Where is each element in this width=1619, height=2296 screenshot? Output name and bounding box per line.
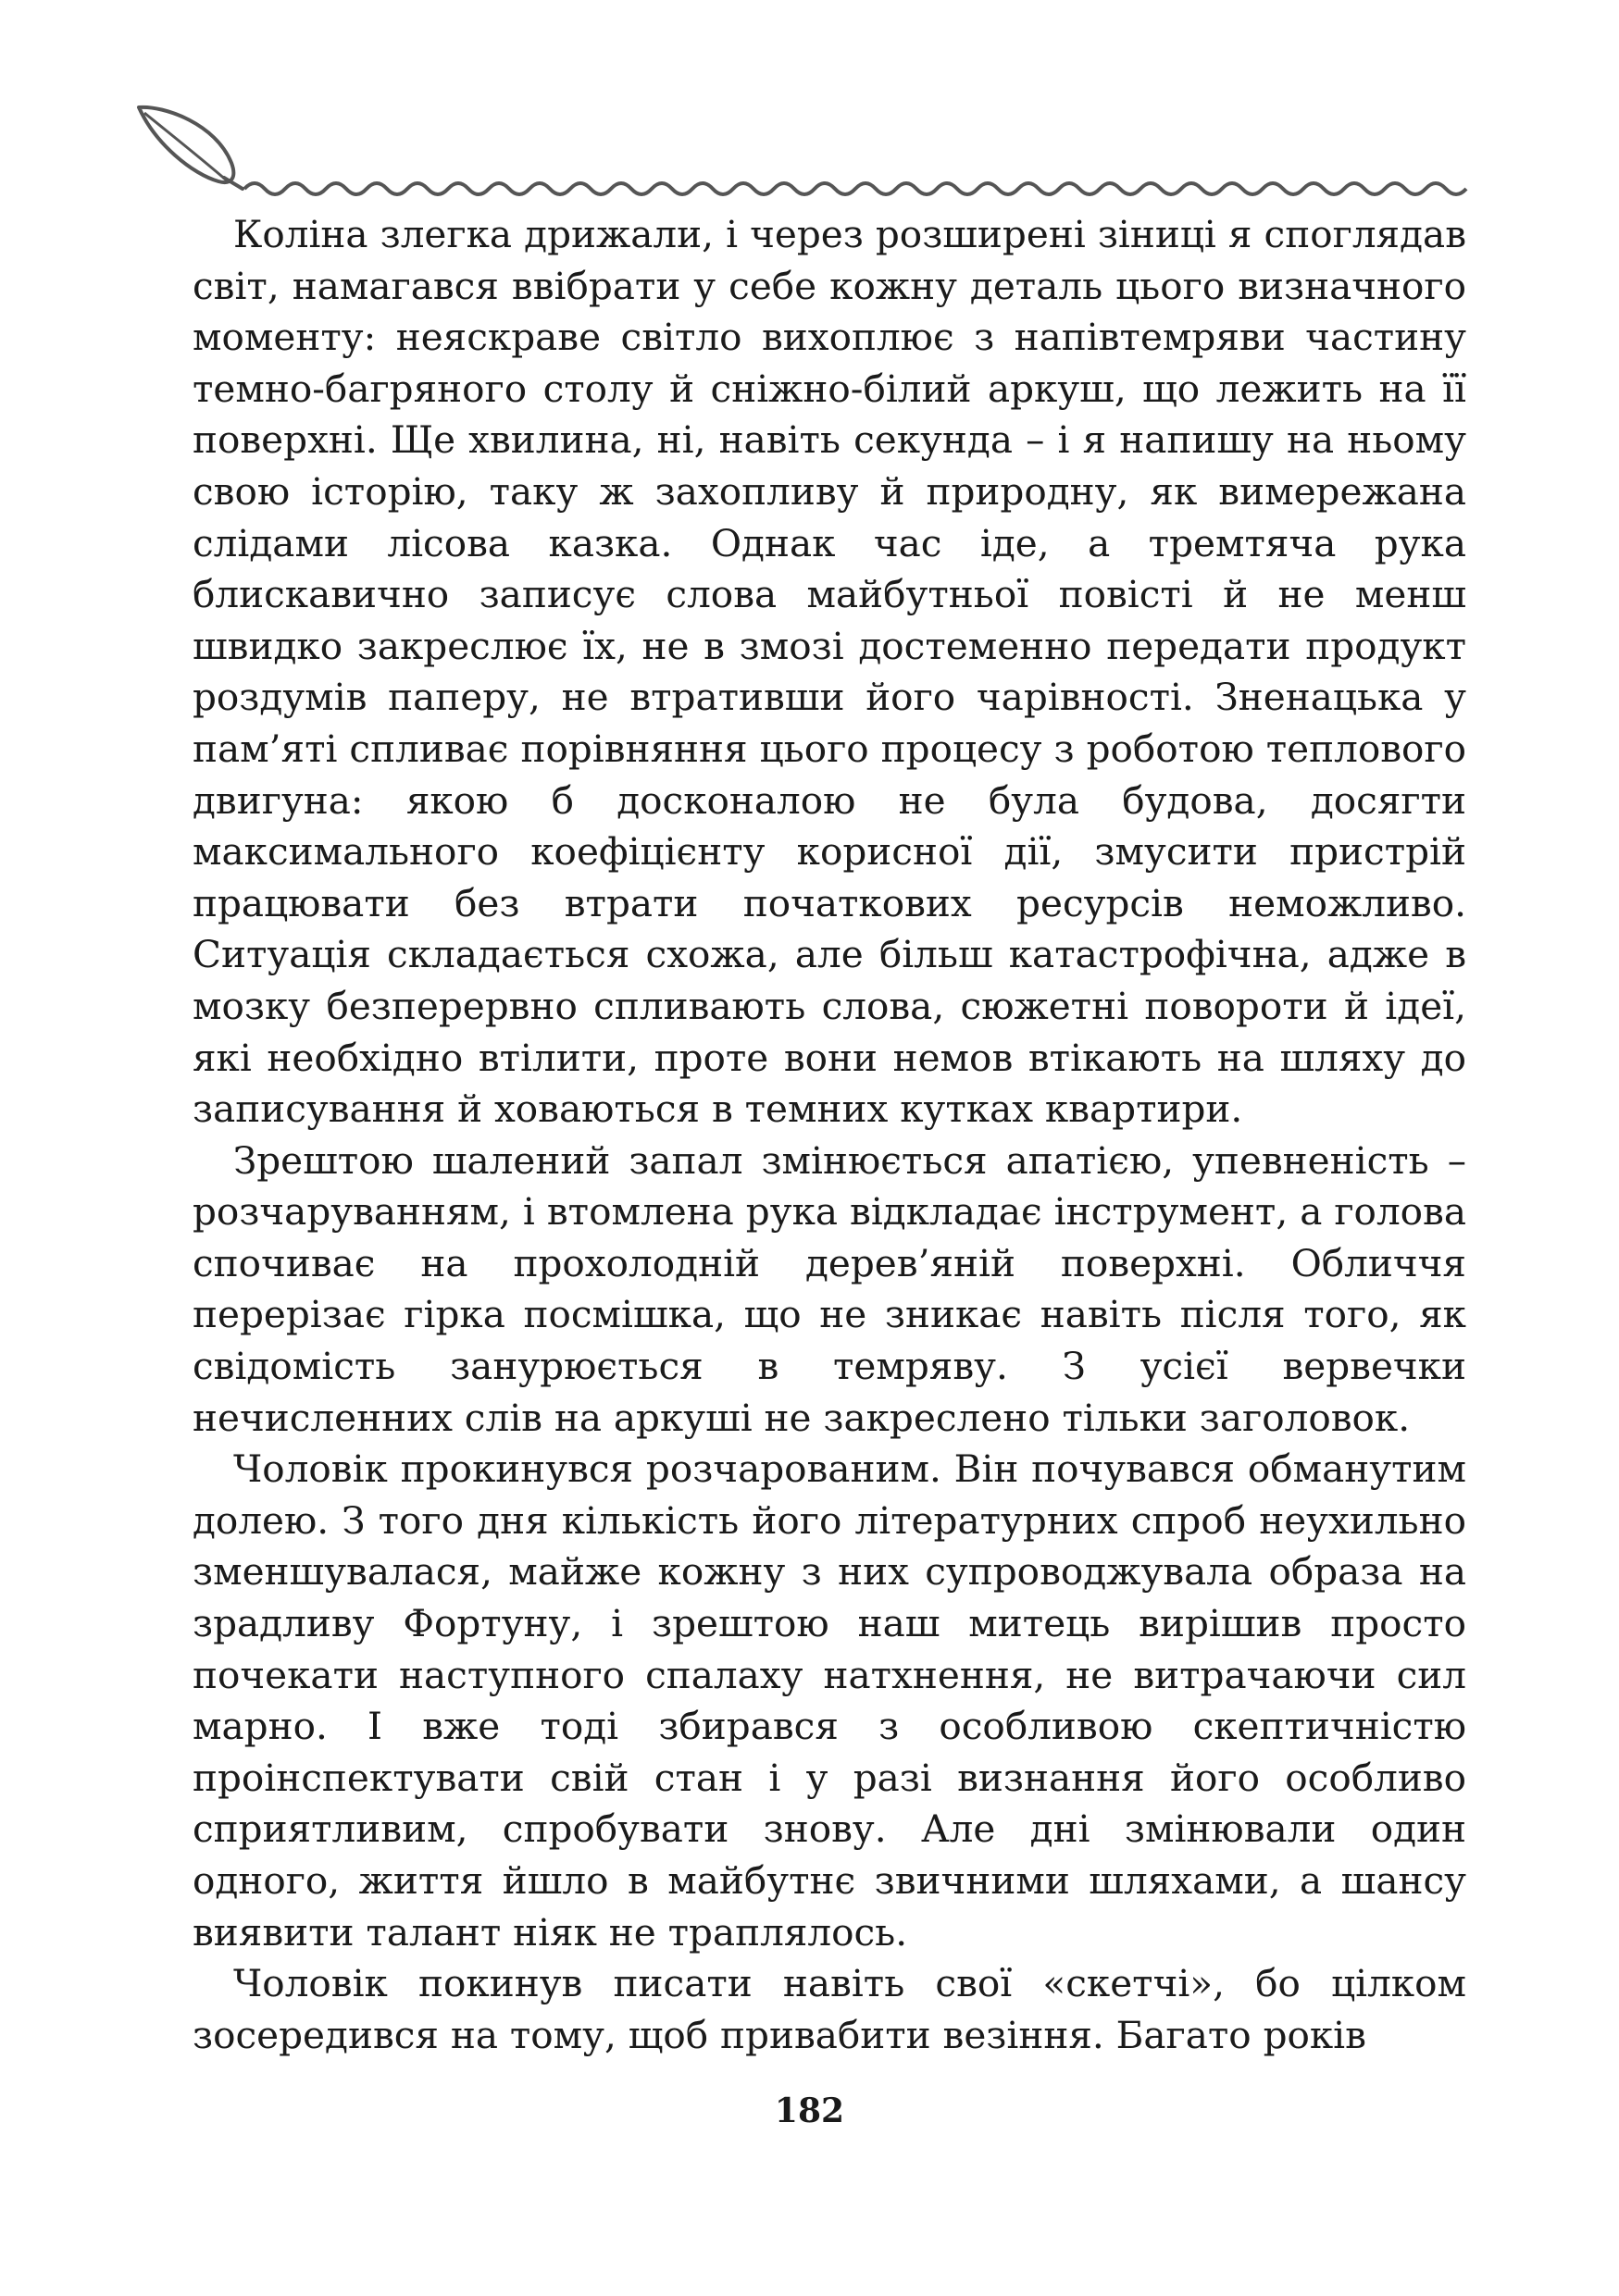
page-number: 182: [774, 2091, 845, 2130]
paragraph-1: Коліна злегка дрижали, і через розширені зіниці я споглядав світ, намагався ввібрати у себе кожну деталь цього визначного моменту: неяскраве світло вихоплює з напівтемряви частину темно-багряного столу й сніжно-білий аркуш, що лежить на її поверхні. Ще хвилина, ні, навіть секунда – і я напишу на ньому свою історію, таку ж захопливу й природну, як вимережана слідами лісова казка. Однак час іде, а тремтяча рука блискавично записує слова майбутньої повісті й не менш швидко закреслює їх, не в змозі достеменно передати продукт роздумів паперу, не втративши його чарівності. Зненацька у пам’яті спливає порівняння цього процесу з роботою теплового двигуна: якою б досконалою не була будова, досягти максимального коефіцієнту корисної дії, змусити пристрій працювати без втрати початкових ресурсів неможливо. Ситуація складається схожа, але більш катастрофічна, адже в мозку безперервно спливають слова, сюжетні повороти й ідеї, які необхідно втілити, проте вони немов втікають на шляху до записування й ховаються в темних кутках квартири.: [193, 212, 1466, 1132]
paragraph-4: Чоловік покинув писати навіть свої «скетчі», бо цілком зосередився на тому, щоб привабити везіння. Багато років: [193, 1961, 1466, 2057]
body-text: [193, 209, 1466, 2061]
paragraph-3: Чоловік прокинувся розчарованим. Він почувався обманутим долею. З того дня кількість його літературних спроб неухильно зменшувалася, майже кожну з них супроводжувала образа на зрадливу Фортуну, і зрештою наш митець вирішив просто почекати наступного спалаху натхнення, не витрачаючи сил марно. І вже тоді збирався з особливою скептичністю проінспектувати свій стан і у разі визнання його особливо сприятливим, спробувати знову. Але дні змінювали один одного, життя йшло в майбутнє звичними шляхами, а шансу виявити талант ніяк не траплялось.: [193, 1446, 1466, 1955]
header-ornament: [128, 96, 1479, 198]
quill-feather-icon: [139, 107, 243, 189]
wavy-divider-line: [244, 183, 1466, 194]
paragraph-2: Зрештою шалений запал змінюється апатією, упевненість – розчаруванням, і втомлена рука відкладає інструмент, а голова спочиває на прохолодній дерев’яній поверхні. Обличчя перерізає гірка посмішка, що не зникає навіть після того, як свідомість занурюється в темряву. З усієї вервечки нечисленних слів на аркуші не закреслено тільки заголовок.: [193, 1137, 1466, 1440]
